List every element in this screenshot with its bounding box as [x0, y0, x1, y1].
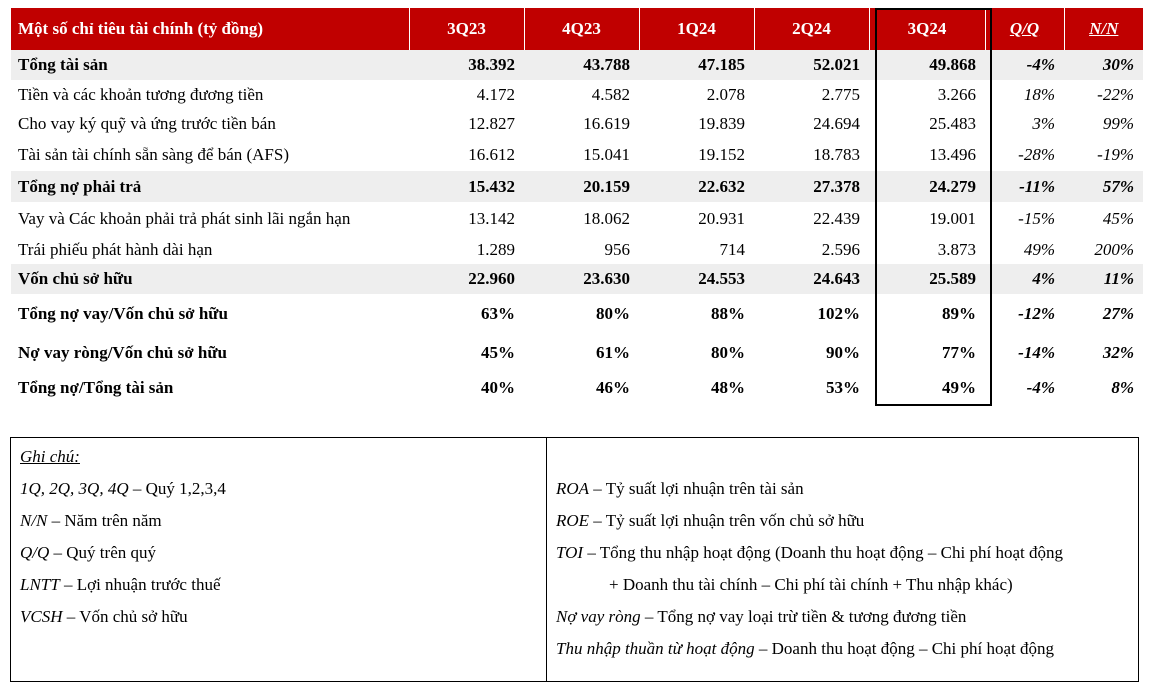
row-label: Tổng nợ phải trả [11, 171, 409, 202]
cell-1q24: 48% [711, 377, 745, 397]
cell-1q24: 80% [711, 342, 745, 362]
cell-yoy: 32% [1102, 342, 1134, 362]
row-label: Cho vay ký quỹ và ứng trước tiền bán [18, 113, 276, 133]
cell-3q24: 3.266 [937, 84, 976, 104]
table-row [11, 334, 1143, 371]
table-header-row [11, 8, 1143, 50]
cell-3q23: 15.432 [409, 171, 524, 202]
cell-1q24: 47.185 [639, 50, 754, 80]
row-label: Tổng nợ vay/Vốn chủ sở hữu [18, 304, 228, 323]
cell-3q24: 25.589 [869, 264, 985, 294]
cell-3q23: 12.827 [468, 113, 515, 133]
table-row [11, 109, 1143, 138]
header-3q23: 3Q23 [409, 8, 524, 50]
note-item [20, 569, 226, 601]
cell-4q23: 4.582 [591, 84, 630, 104]
note-abbreviation: 1Q, 2Q, 3Q, 4Q [20, 479, 129, 498]
note-definition: – Doanh thu hoạt động – Chi phí hoạt động [754, 639, 1055, 658]
cell-3q23: 13.142 [468, 208, 515, 228]
cell-1q24: 20.931 [698, 208, 745, 228]
note-definition: – Quý 1,2,3,4 [128, 479, 226, 498]
financial-indicators-table [11, 8, 1143, 404]
cell-3q24: 24.279 [869, 171, 985, 202]
note-item [20, 505, 226, 537]
row-label: Tổng nợ/Tổng tài sản [18, 377, 174, 397]
cell-1q24: 714 [719, 239, 745, 259]
cell-4q23: 80% [596, 304, 630, 323]
cell-2q24: 24.694 [813, 113, 860, 133]
note-item [556, 473, 1063, 505]
cell-2q24: 102% [817, 304, 860, 323]
cell-3q24: 49% [942, 377, 976, 397]
row-label: Vốn chủ sở hữu [11, 264, 409, 294]
cell-yoy: 45% [1102, 208, 1134, 228]
header-2q24: 2Q24 [754, 8, 869, 50]
cell-4q23: 46% [596, 377, 630, 397]
header-indicator: Một số chỉ tiêu tài chính (tỷ đồng) [11, 8, 409, 50]
table-row [11, 80, 1143, 109]
cell-3q23: 40% [481, 377, 515, 397]
cell-qoq: -15% [1018, 208, 1055, 228]
cell-3q23: 22.960 [409, 264, 524, 294]
cell-yoy: -22% [1097, 84, 1134, 104]
notes-box [10, 437, 1139, 682]
cell-2q24: 90% [826, 342, 860, 362]
cell-2q24: 18.783 [813, 144, 860, 164]
cell-3q24: 19.001 [929, 208, 976, 228]
cell-qoq: 49% [1023, 239, 1055, 259]
table-row [11, 50, 1143, 80]
note-item [556, 569, 1063, 601]
cell-3q24: 49.868 [869, 50, 985, 80]
table-row [11, 138, 1143, 171]
cell-3q23: 16.612 [468, 144, 515, 164]
table-row [11, 371, 1143, 404]
row-label: Vay và Các khoản phải trả phát sinh lãi ngắn hạn [18, 208, 351, 228]
cell-1q24: 19.152 [698, 144, 745, 164]
header-3q24: 3Q24 [869, 8, 985, 50]
cell-yoy: 11% [1064, 264, 1143, 294]
cell-4q23: 43.788 [524, 50, 639, 80]
note-definition: – Năm trên năm [47, 511, 162, 530]
cell-3q24: 89% [942, 304, 976, 323]
note-definition: + Doanh thu tài chính – Chi phí tài chính + Thu nhập khác) [609, 575, 1013, 594]
cell-qoq: -12% [1018, 304, 1055, 323]
cell-yoy: -19% [1097, 144, 1134, 164]
cell-4q23: 15.041 [583, 144, 630, 164]
cell-1q24: 24.553 [639, 264, 754, 294]
note-definition: – Tỷ suất lợi nhuận trên vốn chủ sở hữu [589, 511, 865, 530]
note-definition: – Lợi nhuận trước thuế [59, 575, 221, 594]
cell-1q24: 19.839 [698, 113, 745, 133]
cell-yoy: 8% [1111, 377, 1134, 397]
table-row [11, 235, 1143, 264]
cell-3q24: 25.483 [929, 113, 976, 133]
cell-3q23: 45% [481, 342, 515, 362]
cell-qoq: -11% [985, 171, 1064, 202]
cell-qoq: -14% [1018, 342, 1055, 362]
cell-2q24: 22.439 [813, 208, 860, 228]
notes-divider [546, 438, 547, 681]
cell-1q24: 2.078 [706, 84, 745, 104]
cell-3q24: 13.496 [929, 144, 976, 164]
note-item [20, 537, 226, 569]
notes-title: Ghi chú: [20, 447, 80, 466]
cell-qoq: 4% [985, 264, 1064, 294]
cell-3q23: 38.392 [409, 50, 524, 80]
cell-4q23: 16.619 [583, 113, 630, 133]
notes-right-column [556, 473, 1063, 665]
cell-2q24: 2.775 [821, 84, 860, 104]
cell-4q23: 20.159 [524, 171, 639, 202]
cell-2q24: 52.021 [754, 50, 869, 80]
note-definition: – Quý trên quý [49, 543, 156, 562]
note-abbreviation: LNTT [20, 575, 60, 594]
row-label: Trái phiếu phát hành dài hạn [18, 239, 213, 259]
header-yoy: N/N [1064, 8, 1143, 50]
header-1q24: 1Q24 [639, 8, 754, 50]
financial-table-section [11, 8, 1143, 406]
cell-3q23: 1.289 [476, 239, 515, 259]
cell-qoq: 3% [1032, 113, 1055, 133]
note-abbreviation: Thu nhập thuần từ hoạt động [556, 639, 755, 658]
header-4q23: 4Q23 [524, 8, 639, 50]
cell-yoy: 57% [1064, 171, 1143, 202]
note-item [556, 505, 1063, 537]
cell-yoy: 200% [1094, 239, 1134, 259]
note-item [20, 601, 226, 633]
cell-1q24: 88% [711, 304, 745, 323]
note-definition: – Tỷ suất lợi nhuận trên tài sản [589, 479, 804, 498]
table-row [11, 264, 1143, 294]
header-qoq: Q/Q [985, 8, 1064, 50]
note-abbreviation: VCSH [20, 607, 63, 626]
cell-4q23: 61% [596, 342, 630, 362]
table-row [11, 171, 1143, 202]
note-definition: – Tổng nợ vay loại trừ tiền & tương đương tiền [640, 607, 967, 626]
note-abbreviation: ROA [556, 479, 590, 498]
cell-1q24: 22.632 [639, 171, 754, 202]
row-label: Tài sản tài chính sẵn sàng để bán (AFS) [18, 144, 289, 164]
cell-3q23: 63% [481, 304, 515, 323]
cell-4q23: 23.630 [524, 264, 639, 294]
note-item [556, 601, 1063, 633]
row-label: Tổng tài sản [11, 50, 409, 80]
note-definition: – Vốn chủ sở hữu [62, 607, 188, 626]
cell-qoq: 18% [1023, 84, 1055, 104]
table-row [11, 294, 1143, 334]
note-item [20, 473, 226, 505]
cell-2q24: 2.596 [821, 239, 860, 259]
note-abbreviation: Q/Q [20, 543, 50, 562]
note-item [556, 537, 1063, 569]
row-label: Tiền và các khoản tương đương tiền [18, 84, 264, 104]
cell-3q23: 4.172 [476, 84, 515, 104]
cell-yoy: 27% [1102, 304, 1134, 323]
cell-qoq: -4% [1026, 377, 1055, 397]
cell-3q24: 77% [942, 342, 976, 362]
row-label: Nợ vay ròng/Vốn chủ sở hữu [18, 342, 227, 362]
cell-4q23: 18.062 [583, 208, 630, 228]
cell-qoq: -28% [1018, 144, 1055, 164]
note-abbreviation: N/N [20, 511, 48, 530]
cell-qoq: -4% [985, 50, 1064, 80]
table-row [11, 202, 1143, 235]
note-abbreviation: ROE [556, 511, 590, 530]
cell-yoy: 99% [1102, 113, 1134, 133]
note-definition: – Tổng thu nhập hoạt động (Doanh thu hoạt động – Chi phí hoạt động [583, 543, 1063, 562]
note-abbreviation: TOI [556, 543, 584, 562]
note-item [556, 633, 1063, 665]
cell-2q24: 53% [826, 377, 860, 397]
cell-4q23: 956 [604, 239, 630, 259]
note-abbreviation: Nợ vay ròng [556, 607, 641, 626]
cell-2q24: 27.378 [754, 171, 869, 202]
cell-2q24: 24.643 [754, 264, 869, 294]
cell-3q24: 3.873 [937, 239, 976, 259]
cell-yoy: 30% [1064, 50, 1143, 80]
notes-left-column [20, 441, 226, 633]
